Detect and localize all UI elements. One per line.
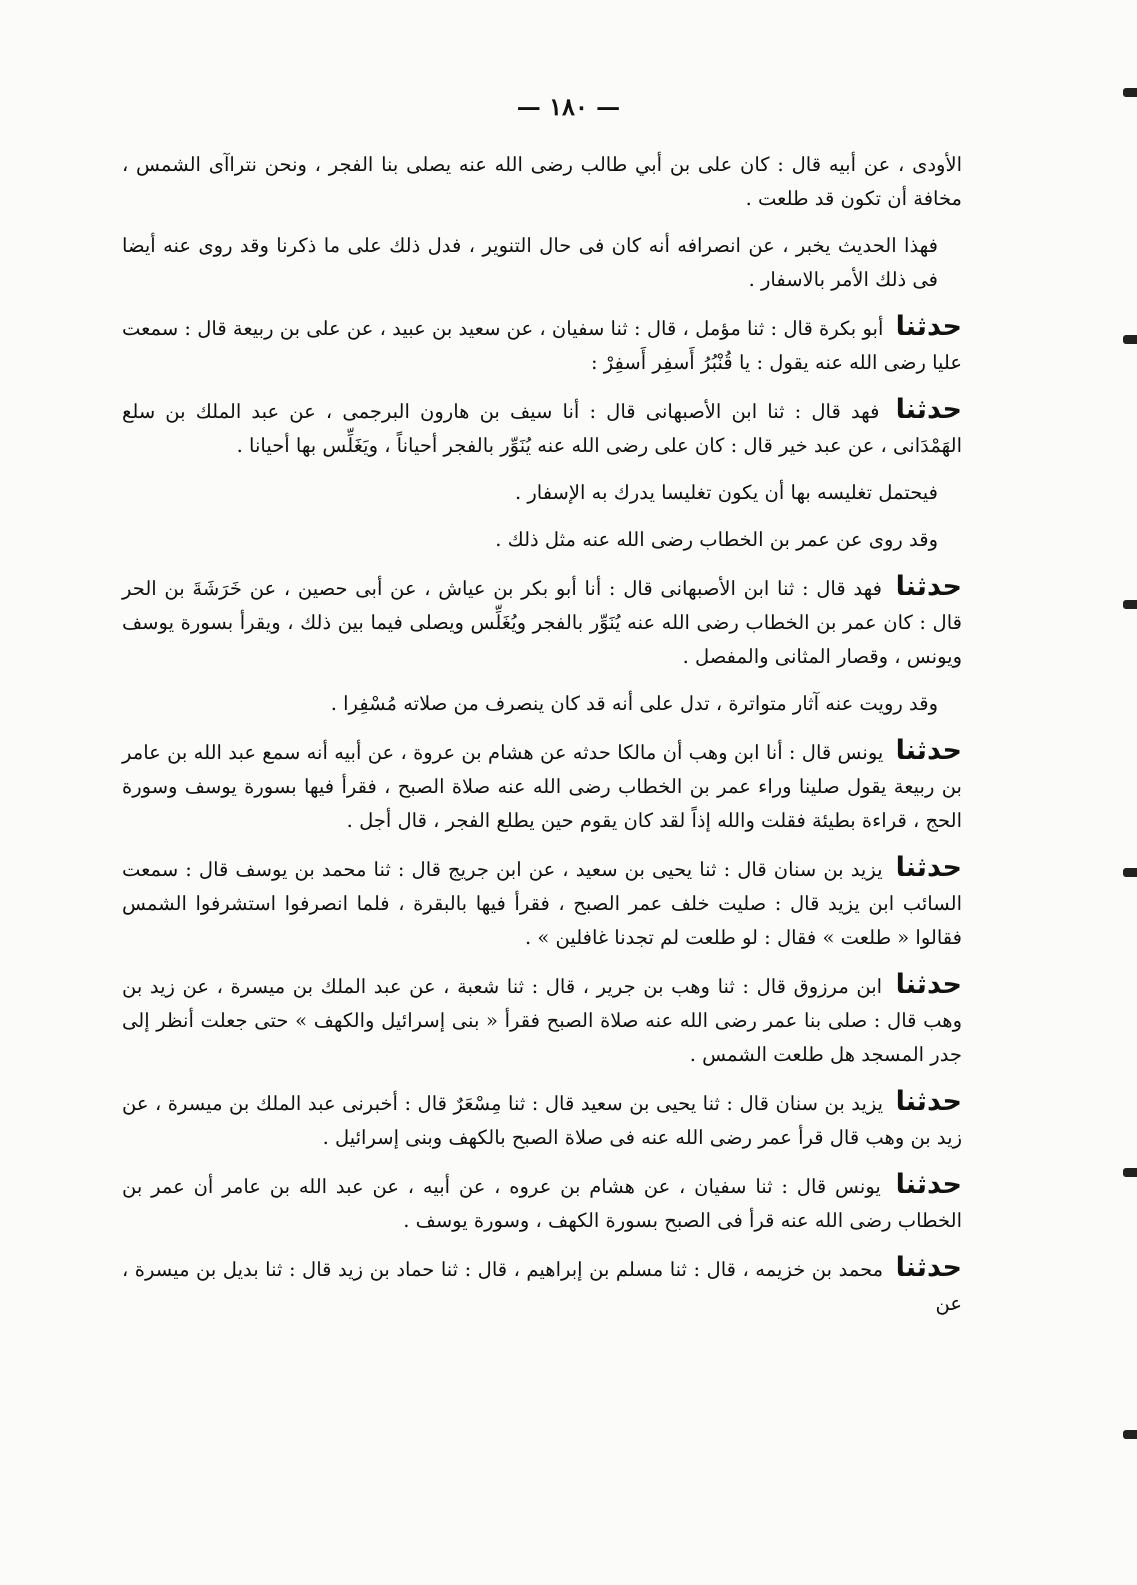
paragraph-text: فيحتمل تغليسه بها أن يكون تغليسا يدرك به الإسفار . <box>514 481 938 504</box>
paragraph-text: أبو بكرة قال : ثنا مؤمل ، قال : ثنا سفيان ، عن سعيد بن عبيد ، عن على بن ربيعة قال : سمعت عليا رضى الله عنه يقول : يا قُنْبُرُ أَسفِر أَسفِرْ : <box>122 317 962 374</box>
hadith-paragraph <box>122 734 962 838</box>
haddathana-keyword: حدثنا <box>895 1169 963 1200</box>
paragraph <box>122 148 962 216</box>
haddathana-keyword: حدثنا <box>895 394 962 425</box>
hadith-paragraph <box>122 1085 962 1155</box>
paragraph-text: فهد قال : ثنا ابن الأصبهانى قال : أنا أبو بكر بن عياش ، عن أبى حصين ، عن خَرَشَةَ بن الحر قال : كان عمر بن الخطاب رضى الله عنه يُنَوِّر بالفجر ويُغَلِّس ويصلى فيما بين ذلك ، ويقرأ بسورة يوسف ويونس ، وقصار المثانى والمفصل . <box>122 577 962 668</box>
haddathana-keyword: حدثنا <box>895 735 962 766</box>
paragraph-text: فهد قال : ثنا ابن الأصبهانى قال : أنا سيف بن هارون البرجمى ، عن عبد الملك بن سلع الهَمْدَانى ، عن عبد خير قال : كان على رضى الله عنه يُنَوِّر بالفجر أحياناً ، ويَغَلِّس بها أحيانا . <box>122 400 962 457</box>
hadith-paragraph <box>122 851 962 955</box>
scan-edge-mark <box>1123 335 1137 344</box>
haddathana-keyword: حدثنا <box>895 852 962 883</box>
scan-edge-mark <box>1123 1168 1137 1177</box>
paragraph-text: فهذا الحديث يخبر ، عن انصرافه أنه كان فى حال التنوير ، فدل ذلك على ما ذكرنا وقد روى عنه أيضا فى ذلك الأمر بالاسفار . <box>122 234 938 291</box>
scan-edge-mark <box>1123 600 1137 609</box>
hadith-paragraph <box>122 1251 962 1321</box>
haddathana-keyword: حدثنا <box>895 1252 962 1283</box>
scan-edge-mark <box>1123 1430 1137 1439</box>
paragraph <box>122 523 962 557</box>
paragraph-text: محمد بن خزيمه ، قال : ثنا مسلم بن إبراهيم ، قال : ثنا حماد بن زيد قال : ثنا بديل بن ميسرة ، عن <box>122 1258 962 1315</box>
haddathana-keyword: حدثنا <box>895 969 962 1000</box>
page-number: — ١٨٠ — <box>516 92 621 121</box>
hadith-paragraph <box>122 570 962 674</box>
hadith-paragraph <box>122 310 962 380</box>
paragraph-text: يزيد بن سنان قال : ثنا يحيى بن سعيد ، عن ابن جريج قال : ثنا محمد بن يوسف قال : سمعت السائب ابن يزيد قال : صليت خلف عمر الصبح ، فقرأ فيها بالبقرة ، فلما انصرفوا استشرفوا الشمس فقالوا « طلعت » فقال : لو طلعت لم تجدنا غافلين » . <box>122 858 962 949</box>
paragraph-text: ابن مرزوق قال : ثنا وهب بن جرير ، قال : ثنا شعبة ، عن عبد الملك بن ميسرة ، عن زيد بن وهب قال : صلى بنا عمر رضى الله عنه صلاة الصبح فقرأ « بنى إسرائيل والكهف » حتى جعلت أنظر إلى جدر المسجد هل طلعت الشمس . <box>122 975 962 1066</box>
hadith-paragraph <box>122 393 962 463</box>
paragraph-text: يزيد بن سنان قال : ثنا يحيى بن سعيد قال : ثنا مِسْعَرٌ قال : أخبرنى عبد الملك بن ميسرة ، عن زيد بن وهب قال قرأ عمر رضى الله عنه فى صلاة الصبح بالكهف وبنى إسرائيل . <box>122 1092 962 1149</box>
paragraph-text: يونس قال : أنا ابن وهب أن مالكا حدثه عن هشام بن عروة ، عن أبيه أنه سمع عبد الله بن عامر بن ربيعة يقول صلينا وراء عمر بن الخطاب رضى الله عنه صلاة الصبح ، فقرأ فيها بسورة يوسف وسورة الحج ، قراءة بطيئة فقلت والله إذاً لقد كان يقوم حين يطلع الفجر ، قال أجل . <box>122 741 962 832</box>
paragraph-text: يونس قال : ثنا سفيان ، عن هشام بن عروه ، عن أبيه ، عن عبد الله بن عامر أن عمر بن الخطاب رضى الله عنه قرأ فى الصبح بسورة الكهف ، وسورة يوسف . <box>122 1175 962 1232</box>
paragraph <box>122 229 962 297</box>
paragraph-text: وقد رويت عنه آثار متواترة ، تدل على أنه قد كان ينصرف من صلاته مُسْفِرا . <box>330 692 938 715</box>
scan-edge-mark <box>1123 88 1137 97</box>
haddathana-keyword: حدثنا <box>895 571 962 602</box>
haddathana-keyword: حدثنا <box>895 1086 962 1117</box>
text-body <box>122 148 962 1334</box>
hadith-paragraph <box>122 1168 962 1238</box>
paragraph <box>122 687 962 721</box>
paragraph-text: الأودى ، عن أبيه قال : كان على بن أبي طالب رضى الله عنه يصلى بنا الفجر ، ونحن نتراآى الشمس ، مخافة أن تكون قد طلعت . <box>122 153 962 210</box>
scan-edge-mark <box>1123 868 1137 877</box>
paragraph <box>122 476 962 510</box>
haddathana-keyword: حدثنا <box>895 311 962 342</box>
hadith-paragraph <box>122 968 962 1072</box>
paragraph-text: وقد روى عن عمر بن الخطاب رضى الله عنه مثل ذلك . <box>495 528 938 551</box>
